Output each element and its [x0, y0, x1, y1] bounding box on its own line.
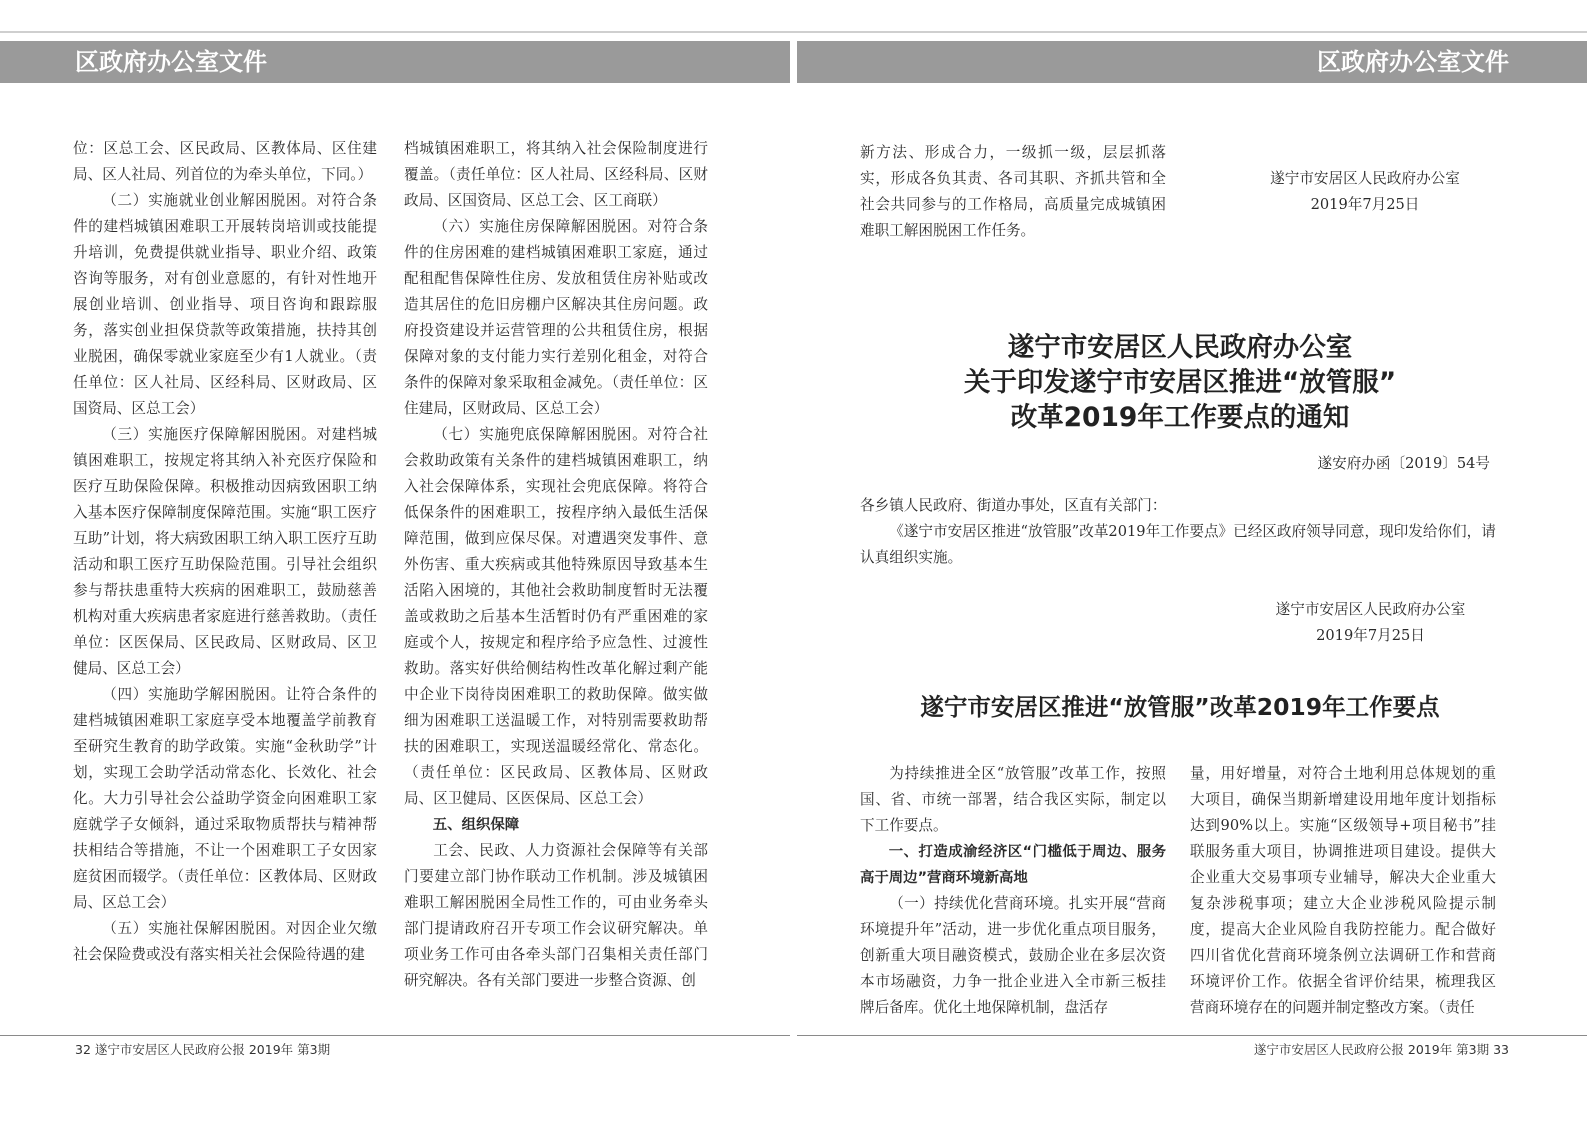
notice-title [860, 330, 1500, 435]
left-page-column-2 [404, 136, 708, 994]
left-page-column-1 [73, 136, 377, 968]
paragraph: （二）实施就业创业解困脱困。对符合条件的建档城镇困难职工开展转岗培训或技能提升培训，免费提供就业指导、职业介绍、政策咨询等服务，对有创业意愿的，有针对性地开展创业培训、创业指导、项目咨询和跟踪服务，落实创业担保贷款等政策措施，扶持其创业脱困，确保零就业家庭至少有1人就业。（责任单位：区人社局、区经科局、区财政局、区国资局、区总工会） [73, 192, 377, 417]
top-rule [0, 31, 1587, 33]
paragraph: 为持续推进全区“放管服”改革工作，按照国、省、市统一部署，结合我区实际，制定以下工作要点。 [860, 765, 1166, 834]
notice-signature [1258, 597, 1483, 649]
footer-right: 遂宁市安居区人民政府公报 2019年 第3期 33 [1253, 1042, 1509, 1057]
top-signature [1255, 166, 1475, 218]
section-heading: 一、打造成渝经济区“门槛低于周边、服务高于周边”营商环境新高地 [860, 844, 1166, 886]
header-band-left: 区政府办公室文件 [0, 41, 790, 83]
footer-rule-left [0, 1035, 790, 1036]
header-band-right: 区政府办公室文件 [797, 41, 1587, 83]
notice-text: 《遂宁市安居区推进“放管服”改革2019年工作要点》已经区政府领导同意，现印发给你们，请认真组织实施。 [860, 523, 1496, 566]
right-page-column-2 [1190, 761, 1496, 1021]
paragraph: （一）持续优化营商环境。扎实开展“营商环境提升年”活动，进一步优化重点项目服务，创新重大项目融资模式，鼓励企业在多层次资本市场融资，力争一批企业进入全市新三板挂牌后备库。优化土地保障机制，盘活存 [860, 895, 1166, 1016]
paragraph: （三）实施医疗保障解困脱困。对建档城镇困难职工，按规定将其纳入补充医疗保险和医疗互助保险保障。积极推动因病致困职工纳入基本医疗保障制度保障范围。实施“职工医疗互助”计划，将大病致困职工纳入职工医疗互助活动和职工医疗互助保险范围。引导社会组织参与帮扶患重特大疾病的困难职工，鼓励慈善机构对重大疾病患者家庭进行慈善救助。（责任单位：区医保局、区民政局、区财政局、区卫健局、区总工会） [73, 426, 377, 677]
title-line: 关于印发遂宁市安居区推进“放管服” [963, 367, 1397, 398]
paragraph: （六）实施住房保障解困脱困。对符合条件的住房困难的建档城镇困难职工家庭，通过配租配售保障性住房、发放租赁住房补贴或改造其居住的危旧房棚户区解决其住房问题。政府投资建设并运营管理的公共租赁住房，根据保障对象的支付能力实行差别化租金，对符合条件的保障对象采取租金减免。（责任单位：区住建局，区财政局、区总工会） [404, 218, 708, 417]
footer-rule-right [797, 1035, 1587, 1036]
paragraph: 档城镇困难职工，将其纳入社会保险制度进行覆盖。（责任单位：区人社局、区经科局、区财政局、区国资局、区总工会、区工商联） [404, 140, 708, 209]
section-heading: 五、组织保障 [432, 817, 520, 833]
paragraph: （七）实施兜底保障解困脱困。对符合社会救助政策有关条件的建档城镇困难职工，纳入社会保障体系，实现社会兜底保障。将符合低保条件的困难职工，按程序纳入最低生活保障范围，做到应保尽保。对遭遇突发事件、意外伤害、重大疾病或其他特殊原因导致基本生活陷入困境的，其他社会救助制度暂时无法覆盖或救助之后基本生活暂时仍有严重困难的家庭或个人，按规定和程序给予应急性、过渡性救助。落实好供给侧结构性改革化解过剩产能中企业下岗待岗困难职工的救助保障。做实做细为困难职工送温暖工作，对特别需要救助帮扶的困难职工，实现送温暖经常化、常态化。（责任单位：区民政局、区教体局、区财政局、区卫健局、区医保局、区总工会） [404, 426, 708, 807]
recipients: 各乡镇人民政府、街道办事处，区直有关部门： [860, 497, 1167, 514]
paragraph: （五）实施社保解困脱困。对因企业欠缴社会保险费或没有落实相关社会保险待遇的建 [73, 920, 377, 963]
document-number: 遂安府办函〔2019〕54号 [1317, 455, 1490, 472]
paragraph: 工会、民政、人力资源社会保障等有关部门要建立部门协作联动工作机制。涉及城镇困难职工解困脱困全局性工作的，可由业务牵头部门提请政府召开专项工作会议研究解决。单项业务工作可由各牵头部门召集相关责任部门研究解决。各有关部门要进一步整合资源、创 [404, 842, 708, 989]
title-line: 改革2019年工作要点的通知 [1010, 402, 1350, 433]
paragraph: 位：区总工会、区民政局、区教体局、区住建局、区人社局、列首位的为牵头单位，下同。） [73, 140, 377, 183]
right-page-column-1 [860, 761, 1166, 1021]
signature-date: 2019年7月25日 [1310, 196, 1420, 213]
notice-body [860, 493, 1497, 571]
signature-org: 遂宁市安居区人民政府办公室 [1270, 170, 1460, 187]
title-line: 遂宁市安居区人民政府办公室 [1007, 332, 1353, 363]
paragraph: 量，用好增量，对符合土地利用总体规划的重大项目，确保当期新增建设用地年度计划指标达到90%以上。实施“区级领导+项目秘书”挂联服务重大项目，协调推进项目建设。提供大企业重大交易事项专业辅导，解决大企业重大复杂涉税事项；建立大企业涉税风险提示制度，提高大企业风险自我防控能力。配合做好四川省优化营商环境条例立法调研工作和营商环境评价工作。依据全省评价结果，梳理我区营商环境存在的问题并制定整改方案。（责任 [1190, 765, 1496, 1016]
footer-left: 32 遂宁市安居区人民政府公报 2019年 第3期 [75, 1042, 331, 1057]
document-subtitle: 遂宁市安居区推进“放管服”改革2019年工作要点 [920, 693, 1440, 721]
paragraph: （四）实施助学解困脱困。让符合条件的建档城镇困难职工家庭享受本地覆盖学前教育至研究生教育的助学政策。实施“金秋助学”计划，实现工会助学活动常态化、长效化、社会化。大力引导社会公益助学资金向困难职工家庭就学子女倾斜，通过采取物质帮扶与精神帮扶相结合等措施，不让一个困难职工子女因家庭贫困而辍学。（责任单位：区教体局、区财政局、区总工会） [73, 686, 377, 911]
right-page-top-text [860, 140, 1166, 244]
paragraph: 新方法、形成合力，一级抓一级，层层抓落实，形成各负其责、各司其职、齐抓共管和全社会共同参与的工作格局，高质量完成城镇困难职工解困脱困工作任务。 [860, 144, 1166, 239]
signature-org: 遂宁市安居区人民政府办公室 [1275, 601, 1466, 618]
signature-date: 2019年7月25日 [1316, 627, 1425, 644]
